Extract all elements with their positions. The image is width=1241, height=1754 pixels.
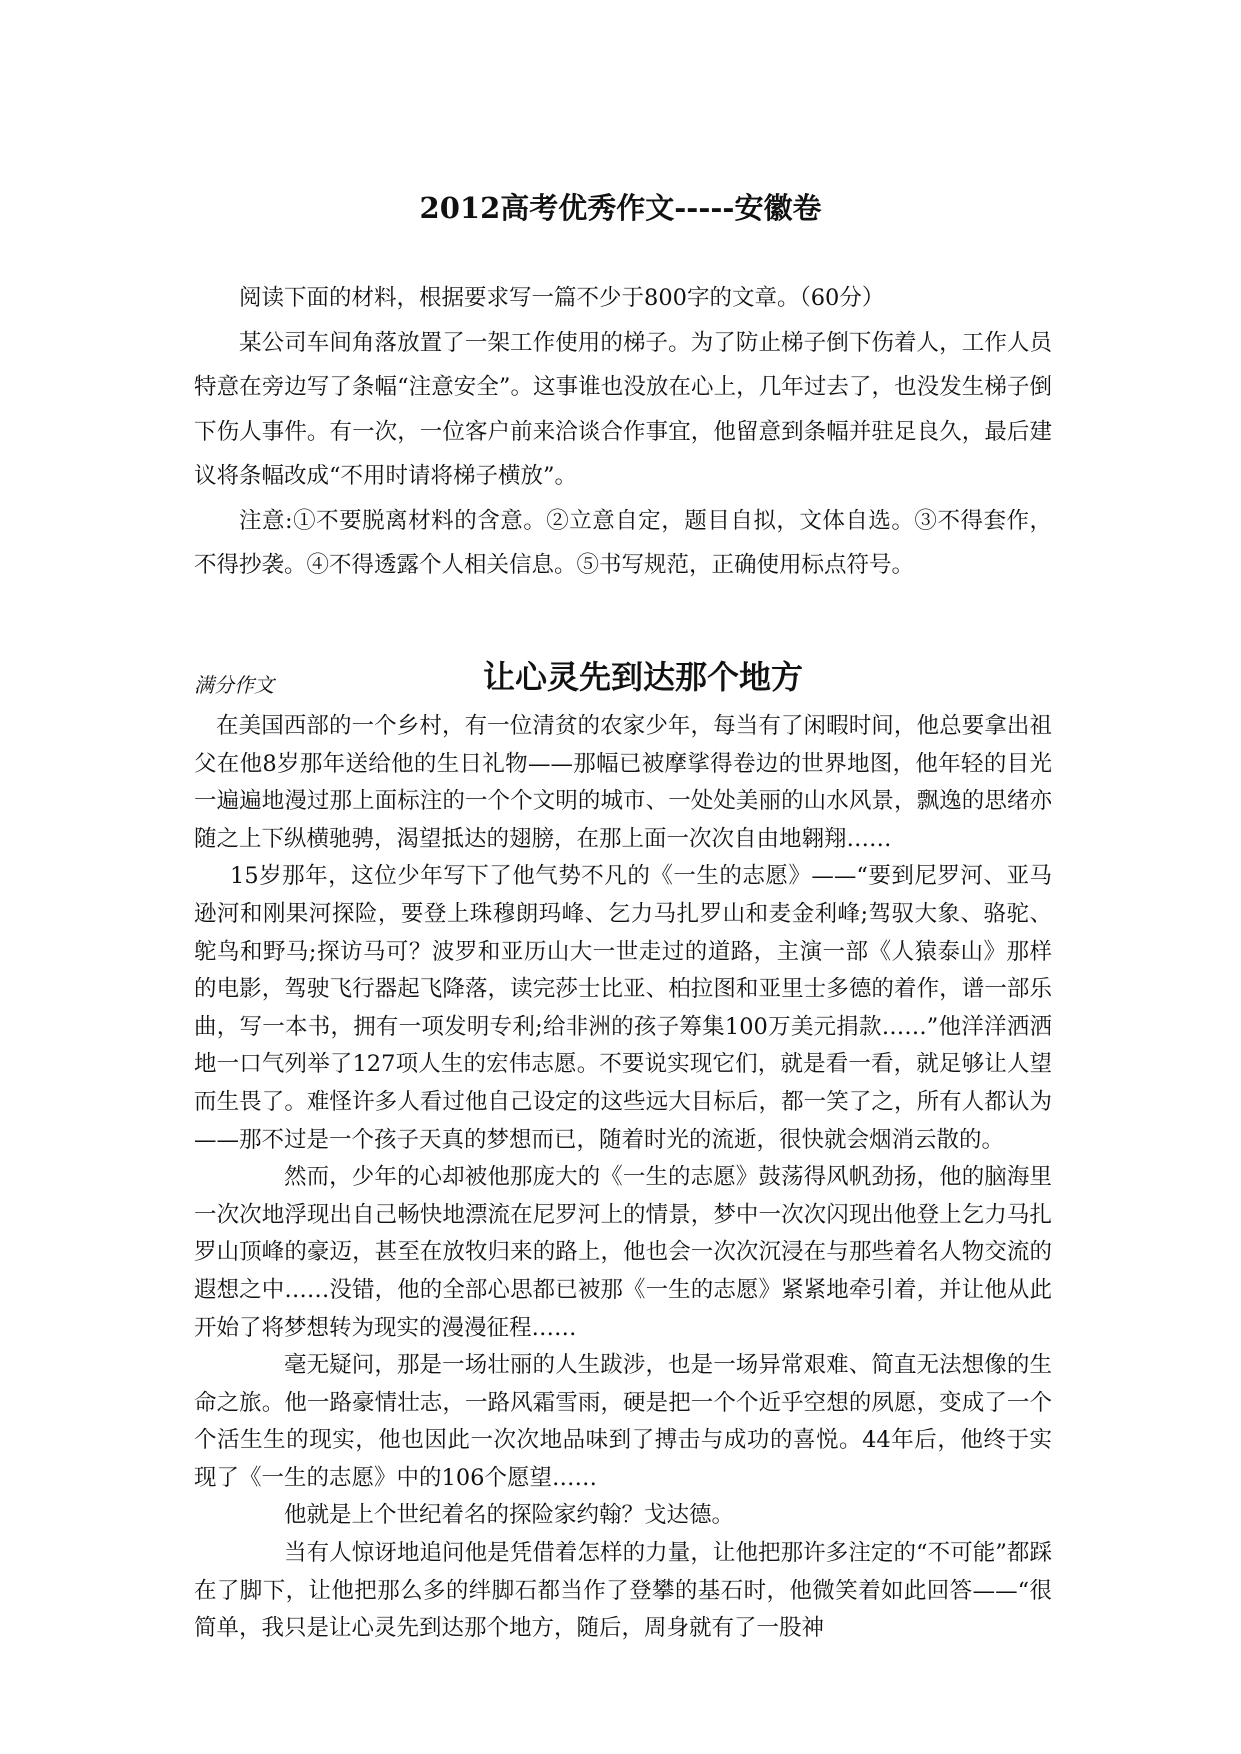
essay-paragraph: 在美国西部的一个乡村，有一位清贫的农家少年，每当有了闲暇时间，他总要拿出祖父在他8岁那年送给他的生日礼物——那幅已被摩挲得卷边的世界地图，他年轻的目光一遍遍地漫过那上面标注的一个个文明的城市、一处处美丽的山水风景，飘逸的思绪亦随之上下纵横驰骋，渴望抵达的翅膀，在那上面一次次自由地翱翔…… [194, 713, 1052, 852]
essay-paragraph: 15岁那年，这位少年写下了他气势不凡的《一生的志愿》——“要到尼罗河、亚马逊河和刚果河探险，要登上珠穆朗玛峰、乞力马扎罗山和麦金利峰;驾驭大象、骆驼、鸵鸟和野马;探访马可？波罗和亚历山大一世走过的道路，主演一部《人猿泰山》那样的电影，驾驶飞行器起飞降落，读完莎士比亚、柏拉图和亚里士多德的着作，谱一部乐曲，写一本书，拥有一项发明专利;给非洲的孩子筹集100万美元捐款……”他洋洋洒洒地一口气列举了127项人生的宏伟志愿。不要说实现它们，就是看一看，就足够让人望而生畏了。难怪许多人看过他自己设定的这些远大目标后，都一笑了之，所有人都认为——那不过是一个孩子天真的梦想而已，随着时光的流逝，很快就会烟消云散的。 [194, 863, 1052, 1153]
essay-title: 让心灵先到达那个地方 [482, 658, 803, 696]
essay-body [194, 708, 1052, 1648]
essay-paragraph: 然而，少年的心却被他那庞大的《一生的志愿》鼓荡得风帆劲扬，他的脑海里一次次地浮现出自己畅快地漂流在尼罗河上的情景，梦中一次次闪现出他登上乞力马扎罗山顶峰的豪迈，甚至在放牧归来的路上，他也会一次次沉浸在与那些着名人物交流的遐想之中……没错，他的全部心思都已被那《一生的志愿》紧紧地牵引着，并让他从此开始了将梦想转为现实的漫漫征程…… [194, 1164, 1052, 1341]
document-title: 2012高考优秀作文-----安徽卷 [419, 191, 822, 225]
prompt-material: 某公司车间角落放置了一架工作使用的梯子。为了防止梯子倒下伤着人，工作人员特意在旁边写了条幅“注意安全”。这事谁也没放在心上，几年过去了，也没发生梯子倒下伤人事件。有一次，一位客户前来洽谈合作事宜，他留意到条幅并驻足良久，最后建议将条幅改成“不用时请将梯子横放”。 [194, 329, 1052, 489]
prompt-instruction: 阅读下面的材料，根据要求写一篇不少于800字的文章。（60分） [239, 285, 885, 311]
essay-header [194, 655, 1052, 705]
essay-paragraph: 毫无疑问，那是一场壮丽的人生跋涉，也是一场异常艰难、简直无法想像的生命之旅。他一路豪情壮志，一路风霜雪雨，硬是把一个个近乎空想的夙愿，变成了一个个活生生的现实，他也因此一次次地品味到了搏击与成功的喜悦。44年后，他终于实现了《一生的志愿》中的106个愿望…… [194, 1352, 1052, 1491]
essay-label: 满分作文 [194, 673, 274, 697]
essay-paragraph: 当有人惊讶地追问他是凭借着怎样的力量，让他把那许多注定的“不可能”都踩在了脚下，让他把那么多的绊脚石都当作了登攀的基石时，他微笑着如此回答——“很简单，我只是让心灵先到达那个地方，随后，周身就有了一股神 [194, 1540, 1052, 1642]
essay-paragraph: 他就是上个世纪着名的探险家约翰？戈达德。 [284, 1502, 735, 1529]
essay-prompt [194, 276, 1052, 588]
prompt-notes: 注意:①不要脱离材料的含意。②立意自定，题目自拟，文体自选。③不得套作，不得抄袭。④不得透露个人相关信息。⑤书写规范，正确使用标点符号。 [194, 507, 1052, 578]
